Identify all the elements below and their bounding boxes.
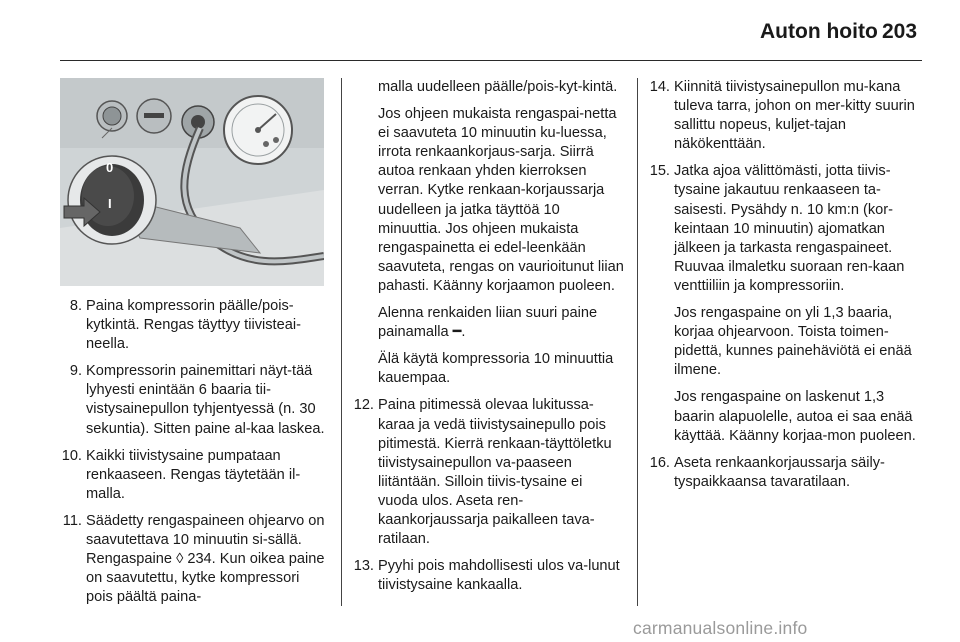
step-number: 15. — [649, 163, 670, 180]
step-text: Pyyhi pois mahdollisesti ulos va-lunut tiivistysaine kankaalla. — [378, 558, 620, 594]
column-divider-right — [637, 78, 638, 606]
page-number: 203 — [882, 20, 918, 43]
watermark-logo: carmanualsonline.info — [633, 618, 808, 638]
step-number: 9. — [69, 363, 82, 380]
step-8 — [56, 297, 328, 354]
step-text: Säädetty rengaspaineen ohjearvo on saavutettava 10 minuutin si-sällä. Rengaspaine ◊ 234. Kun oikea paine on saavutettu, kytke kompressori pois päältä paina- — [86, 512, 325, 606]
step-text: Aseta renkaankorjaussarja säily-tyspaikkaansa tavaratilaan. — [674, 454, 885, 490]
step-number: 12. — [353, 397, 374, 414]
compressor-drawing — [60, 78, 324, 286]
text-column-2 — [348, 78, 624, 603]
step-number: 13. — [353, 558, 374, 575]
step-text: Kompressorin painemittari näyt-tää lyhyesti enintään 6 baaria tii-vistysainepullon tyhjentyessä (n. 30 sekuntia). Sitten paine al-kaa laskea. — [86, 363, 325, 437]
step-text: Paina pitimessä olevaa lukitussa-karaa ja vedä tiivistysainepullo pois pitimestä. Kierrä renkaan-täyttöletku tiivistysainepullon va-paaseen liitäntään. Silloin tiivis-tysaine ei vuoda ulos. Aseta ren-kaankorjaussarja paikalleen tava-ratilaan. — [378, 397, 612, 548]
page-header-title: Auton hoito — [760, 20, 878, 43]
paragraph: Alenna renkaiden liian suuri paine painamalla ━. — [378, 305, 598, 341]
step-number: 8. — [69, 298, 82, 314]
step-text: Paina kompressorin päälle/pois-kytkintä. Rengas täyttyy tiivisteai-neella. — [86, 298, 301, 353]
step-number: 11. — [62, 512, 82, 529]
text-column-1 — [56, 297, 328, 615]
paragraph: Jos ohjeen mukaista rengaspai-netta ei saavuteta 10 minuutin ku-luessa, irrota renkaankorjaus-sarja. Siirrä autoa renkaan yhden kierroksen verran. Kytke renkaan-korjaussarja uudelleen ja jatka täyttöä 10 minuuttia. Jos ohjeen mukaista rengaspainetta ei edel-leenkään saavuteta, rengas on vaurioitunut liian pahasti. Käänny korjaamon puoleen. — [378, 106, 624, 294]
step-text: Kiinnitä tiivistysainepullon mu-kana tuleva tarra, johon on mer-kitty suurin sallittu nopeus, kuljet-tajan näkökenttään. — [674, 79, 915, 153]
switch-label-off: I — [108, 196, 112, 211]
text-column-3 — [644, 78, 922, 500]
column-divider-left — [341, 78, 342, 606]
step-number: 16. — [649, 454, 670, 471]
step-14 — [644, 78, 922, 154]
step-15-note: Jos rengaspaine on laskenut 1,3 baarin alapuolelle, autoa ei saa enää käyttää. Käänny korjaa-mon puoleen. — [674, 389, 916, 444]
step-9 — [56, 362, 328, 438]
step-text: Jatka ajoa välittömästi, jotta tiivis-tysaine jakautuu renkaaseen ta-saisesti. Pysähdy n. 10 km:n (kor-keintaan 10 minuutin) ajomatkan jälkeen ja tarkasta rengaspaineet. Ruuvaa ilmaletku suoraan ren-kaan venttiiliin ja kompressoriin. — [674, 163, 905, 294]
step-10 — [56, 447, 328, 504]
compressor-illustration — [60, 78, 324, 286]
step-number: 10. — [61, 447, 82, 464]
step-13 — [348, 557, 624, 595]
step-15 — [644, 162, 922, 445]
step-11-continuation: malla uudelleen päälle/pois-kyt-kintä. — [378, 79, 618, 95]
step-16 — [644, 454, 922, 492]
step-11 — [56, 512, 328, 607]
step-number: 14. — [649, 79, 670, 95]
step-15-note: Jos rengaspaine on yli 1,3 baaria, korjaa ohjearvoon. Toista toimen-pidettä, kunnes painehäviötä ei enää ilmene. — [674, 305, 912, 379]
paragraph: Älä käytä kompressoria 10 minuuttia kauempaa. — [378, 351, 614, 387]
switch-label-on: 0 — [106, 160, 114, 175]
header-divider — [60, 60, 922, 61]
step-text: Kaikki tiivistysaine pumpataan renkaaseen. Rengas täytetään il-malla. — [86, 447, 301, 502]
step-12 — [348, 396, 624, 549]
